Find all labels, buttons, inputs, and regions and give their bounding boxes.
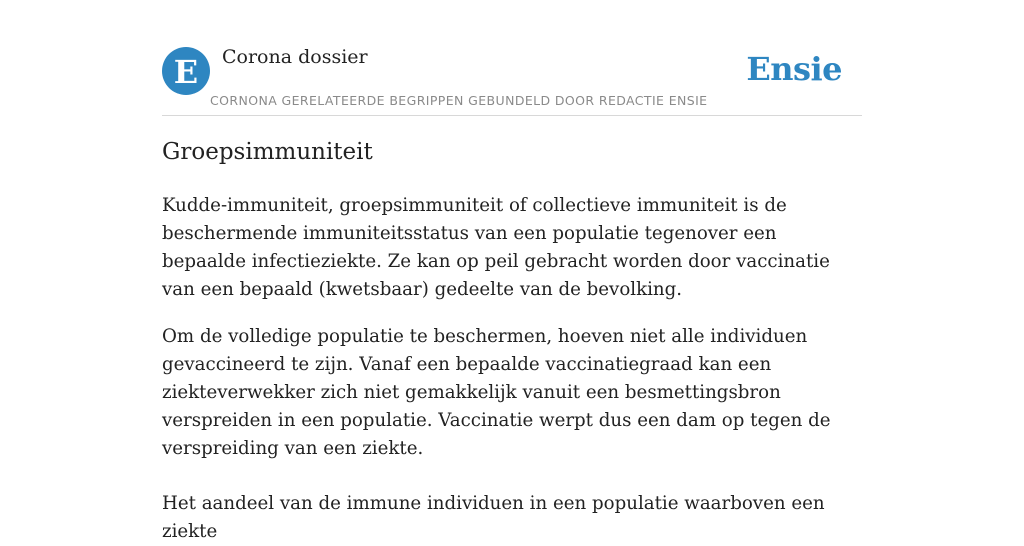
- dossier-page: [162, 0, 862, 542]
- article-paragraph: Kudde-immuniteit, groepsimmuniteit of collectieve immuniteit is de beschermende immuniteitsstatus van een populatie tegenover een bepaalde infectieziekte. Ze kan op peil gebracht worden door vaccinatie van een bepaald (kwetsbaar) gedeelte van de bevolking.: [162, 195, 830, 300]
- brand-logo[interactable]: Ensie: [746, 50, 842, 88]
- dossier-header: [162, 0, 862, 116]
- article-title: Groepsimmuniteit: [162, 139, 373, 165]
- article-paragraph: Om de volledige populatie te beschermen, hoeven niet alle individuen gevaccineerd te zijn. Vanaf een bepaalde vaccinatiegraad kan een ziekteverwekker zich niet gemakkelijk vanuit een besmettingsbron verspreiden in een populatie. Vaccinatie werpt dus een dam op tegen de verspreiding van een ziekte.: [162, 326, 831, 459]
- dossier-title[interactable]: Corona dossier: [222, 46, 368, 68]
- article-paragraph: Het aandeel van de immune individuen in een populatie waarboven een ziekte: [162, 493, 825, 542]
- dossier-subtitle: CORNONA GERELATEERDE BEGRIPPEN GEBUNDELD DOOR REDACTIE ENSIE: [210, 93, 708, 108]
- ensie-logo-icon[interactable]: [162, 47, 210, 95]
- logo-letter: E: [173, 52, 199, 91]
